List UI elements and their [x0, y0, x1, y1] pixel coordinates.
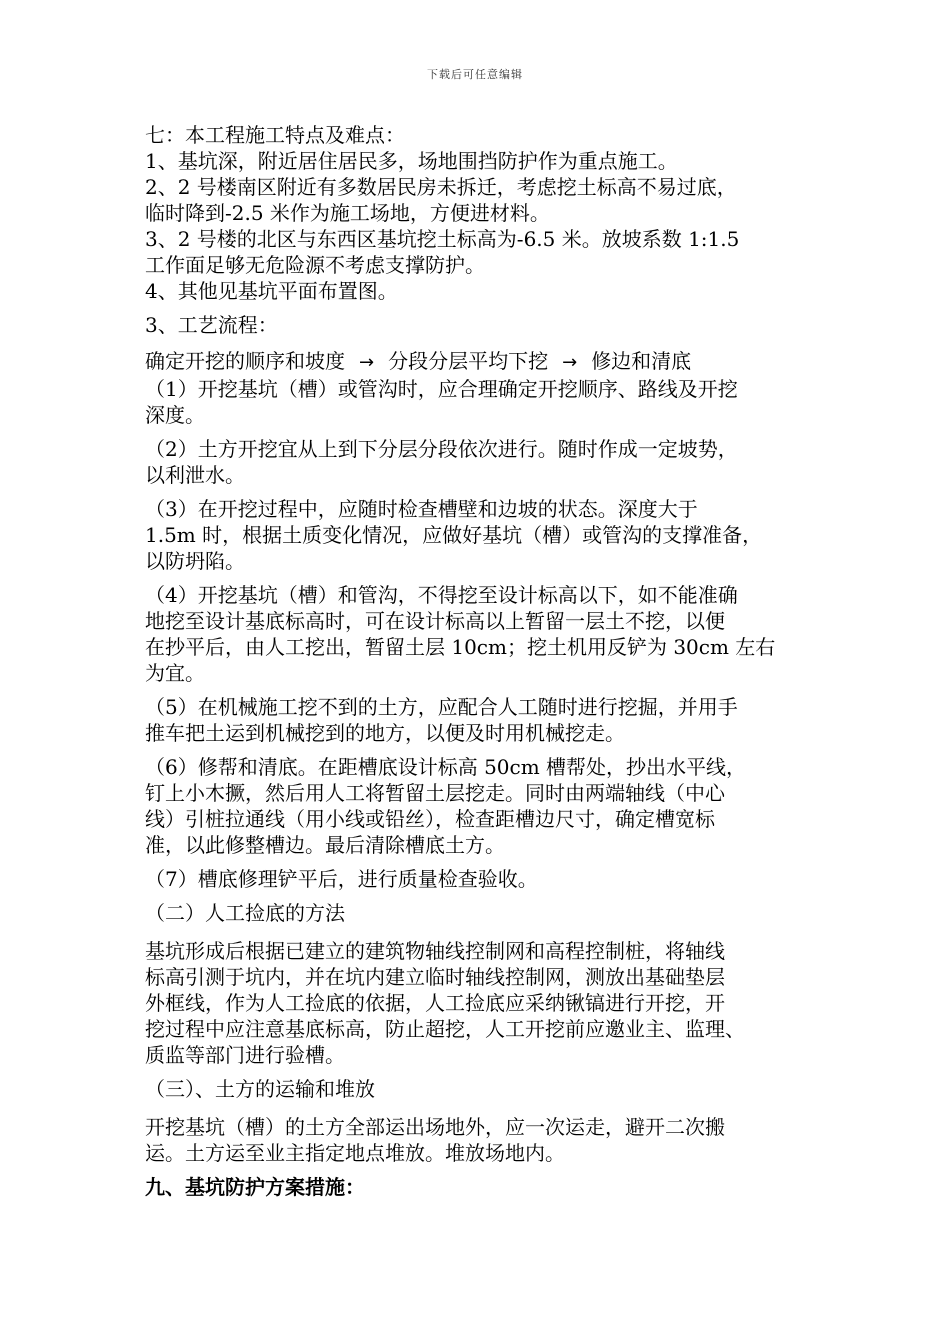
paragraph-line: 为宜。 — [145, 661, 205, 685]
process-item-4 — [145, 582, 817, 686]
process-item-3 — [145, 496, 817, 574]
document-body — [145, 122, 817, 1200]
manual-title: （二）人工捡底的方法 — [145, 901, 345, 925]
paragraph-line: 1、基坑深，附近居住居民多，场地围挡防护作为重点施工。 — [145, 149, 678, 173]
arrow-right-icon: → — [562, 352, 578, 373]
transport-paragraph — [145, 1114, 817, 1166]
paragraph-line: （7）槽底修理铲平后，进行质量检查验收。 — [145, 867, 538, 891]
paragraph-line: 挖过程中应注意基底标高，防止超挖，人工开挖前应邀业主、监理、 — [145, 1017, 745, 1041]
process-item-1 — [145, 376, 817, 428]
paragraph-line: 开挖基坑（槽）的土方全部运出场地外，应一次运走，避开二次搬 — [145, 1115, 725, 1139]
transport-section — [145, 1076, 817, 1166]
paragraph-line: （4）开挖基坑（槽）和管沟，不得挖至设计标高以下，如不能准确 — [145, 583, 738, 607]
paragraph-line: 线）引桩拉通线（用小线或铅丝），检查距槽边尺寸，确定槽宽标 — [145, 807, 715, 831]
process-flow — [145, 348, 817, 376]
paragraph-line: 4、其他见基坑平面布置图。 — [145, 279, 398, 303]
paragraph-line: 以防坍陷。 — [145, 549, 245, 573]
section-9-title: 九、基坑防护方案措施： — [145, 1175, 365, 1199]
paragraph-line: 工作面足够无危险源不考虑支撑防护。 — [145, 253, 485, 277]
section-7 — [145, 122, 817, 304]
paragraph-line: 准，以此修整槽边。最后清除槽底土方。 — [145, 833, 505, 857]
section-7-title: 七：本工程施工特点及难点： — [145, 123, 405, 147]
paragraph-line: 2、2 号楼南区附近有多数居民房未拆迁，考虑挖土标高不易过底， — [145, 175, 737, 199]
manual-section — [145, 900, 817, 1068]
paragraph-line: 临时降到-2.5 米作为施工场地，方便进材料。 — [145, 201, 550, 225]
paragraph-line: 在抄平后，由人工挖出，暂留土层 10cm；挖土机用反铲为 30cm 左右 — [145, 635, 776, 659]
process-item-5 — [145, 694, 817, 746]
paragraph-line: （2）土方开挖宜从上到下分层分段依次进行。随时作成一定坡势， — [145, 437, 738, 461]
process-item-7 — [145, 866, 817, 892]
paragraph-line: 3、2 号楼的北区与东西区基坑挖土标高为-6.5 米。放坡系数 1:1.5 — [145, 227, 740, 251]
flow-step: 确定开挖的顺序和坡度 — [145, 349, 345, 373]
paragraph-line: 基坑形成后根据已建立的建筑物轴线控制网和高程控制桩，将轴线 — [145, 939, 725, 963]
paragraph-line: 质监等部门进行验槽。 — [145, 1043, 345, 1067]
process-item-2 — [145, 436, 817, 488]
paragraph-line: 深度。 — [145, 403, 205, 427]
paragraph-line: （5）在机械施工挖不到的土方，应配合人工随时进行挖掘，并用手 — [145, 695, 738, 719]
arrow-right-icon: → — [359, 352, 375, 373]
paragraph-line: （1）开挖基坑（槽）或管沟时，应合理确定开挖顺序、路线及开挖 — [145, 377, 738, 401]
paragraph-line: 外框线，作为人工捡底的依据，人工捡底应采纳锹镐进行开挖，开 — [145, 991, 725, 1015]
manual-paragraph — [145, 938, 817, 1068]
process-title: 3、工艺流程： — [145, 313, 278, 337]
paragraph-line: 运。土方运至业主指定地点堆放。堆放场地内。 — [145, 1141, 565, 1165]
process-section — [145, 312, 817, 892]
paragraph-line: 标高引测于坑内，并在坑内建立临时轴线控制网，测放出基础垫层 — [145, 965, 725, 989]
paragraph-line: 地挖至设计基底标高时，可在设计标高以上暂留一层土不挖，以便 — [145, 609, 725, 633]
process-item-6 — [145, 754, 817, 858]
paragraph-line: （3）在开挖过程中，应随时检查槽壁和边坡的状态。深度大于 — [145, 497, 698, 521]
paragraph-line: （6）修帮和清底。在距槽底设计标高 50cm 槽帮处，抄出水平线， — [145, 755, 747, 779]
flow-step: 修边和清底 — [591, 349, 692, 373]
paragraph-line: 钉上小木撅，然后用人工将暂留土层挖走。同时由两端轴线（中心 — [145, 781, 725, 805]
transport-title: （三）、土方的运输和堆放 — [145, 1077, 375, 1101]
paragraph-line: 1.5m 时，根据土质变化情况，应做好基坑（槽）或管沟的支撑准备， — [145, 523, 763, 547]
page-header-note: 下载后可任意编辑 — [427, 68, 523, 81]
flow-step: 分段分层平均下挖 — [388, 349, 549, 373]
paragraph-line: 推车把土运到机械挖到的地方，以便及时用机械挖走。 — [145, 721, 625, 745]
paragraph-line: 以利泄水。 — [145, 463, 245, 487]
